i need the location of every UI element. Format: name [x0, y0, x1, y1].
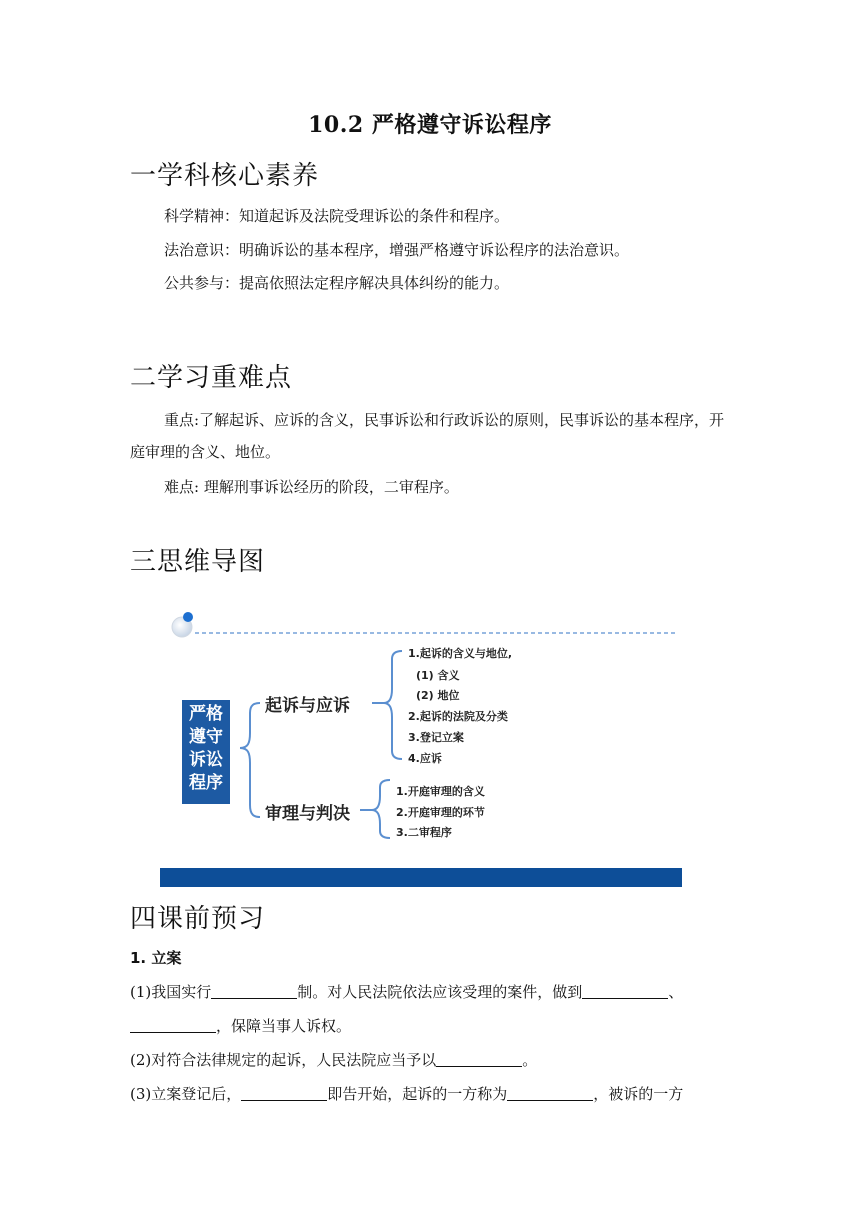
mind-map: [160, 605, 682, 887]
root-line-4: 程序: [189, 773, 223, 793]
root-line-2: 遵守: [189, 727, 223, 747]
mind-map-root: [182, 700, 230, 804]
question-2: [130, 1044, 734, 1076]
decor-blue-dot-icon: [183, 612, 193, 622]
q1-blank-3[interactable]: [130, 1014, 216, 1033]
q3-text-c: ，被诉的一方: [593, 1085, 684, 1103]
section3-heading: 三思维导图: [130, 547, 266, 577]
branch2-item-1: 1.开庭审理的含义: [396, 785, 485, 798]
branch1-item-4: 2.起诉的法院及分类: [408, 710, 508, 723]
mind-map-footer-bar: [160, 868, 682, 887]
q2-blank-1[interactable]: [436, 1048, 522, 1067]
q3-text-a: (3)立案登记后，: [130, 1085, 242, 1103]
branch1-item-2: (1) 含义: [416, 669, 460, 682]
q1-text-c: 、: [668, 983, 684, 1001]
q3-blank-2[interactable]: [507, 1082, 593, 1101]
q1-text-a: (1)我国实行: [130, 983, 212, 1001]
hard-point: 难点: 理解刑事诉讼经历的阶段，二审程序。: [164, 478, 459, 496]
q1-blank-2[interactable]: [582, 980, 668, 999]
section4-heading: 四课前预习: [130, 904, 266, 934]
section1-line-2: 法治意识：明确诉讼的基本程序，增强严格遵守诉讼程序的法治意识。: [164, 241, 630, 259]
q1-blank-1[interactable]: [211, 980, 297, 999]
section1-heading: 一学科核心素养: [130, 161, 320, 191]
q2-text-a: (2)对符合法律规定的起诉，人民法院应当予以: [130, 1051, 437, 1069]
root-line-3: 诉讼: [189, 750, 223, 770]
branch-sue-and-respond: 起诉与应诉: [265, 696, 350, 716]
branch-trial-and-judgment: 审理与判决: [265, 804, 350, 824]
branch1-item-6: 4.应诉: [408, 752, 442, 765]
branch1-item-1: 1.起诉的含义与地位,: [408, 647, 513, 660]
q3-blank-1[interactable]: [241, 1082, 327, 1101]
branch1-item-3: (2) 地位: [416, 689, 460, 702]
question-3: [130, 1078, 734, 1110]
q3-text-b: 即告开始，起诉的一方称为: [327, 1085, 508, 1103]
section1-line-1: 科学精神：知道起诉及法院受理诉讼的条件和程序。: [164, 207, 510, 225]
q2-text-b: 。: [522, 1051, 538, 1069]
document-title: 10.2 严格遵守诉讼程序: [308, 112, 552, 138]
branch2-item-3: 3.二审程序: [396, 826, 452, 839]
section2-heading: 二学习重难点: [130, 363, 293, 393]
q1-text-b: 制。对人民法院依法应该受理的案件，做到: [297, 983, 583, 1001]
branch1-item-5: 3.登记立案: [408, 731, 464, 744]
question-1: [130, 976, 734, 1008]
branch2-item-2: 2.开庭审理的环节: [396, 806, 485, 819]
section1-line-3: 公共参与：提高依照法定程序解决具体纠纷的能力。: [164, 274, 510, 292]
root-line-1: 严格: [189, 704, 223, 724]
question-1-cont: [130, 1010, 734, 1042]
preview-subheading: 1. 立案: [130, 949, 182, 967]
q1-text-d: ，保障当事人诉权。: [216, 1017, 352, 1035]
key-point: 重点:了解起诉、应诉的含义，民事诉讼和行政诉讼的原则，民事诉讼的基本程序，开庭审理的含义、地位。: [130, 411, 725, 461]
